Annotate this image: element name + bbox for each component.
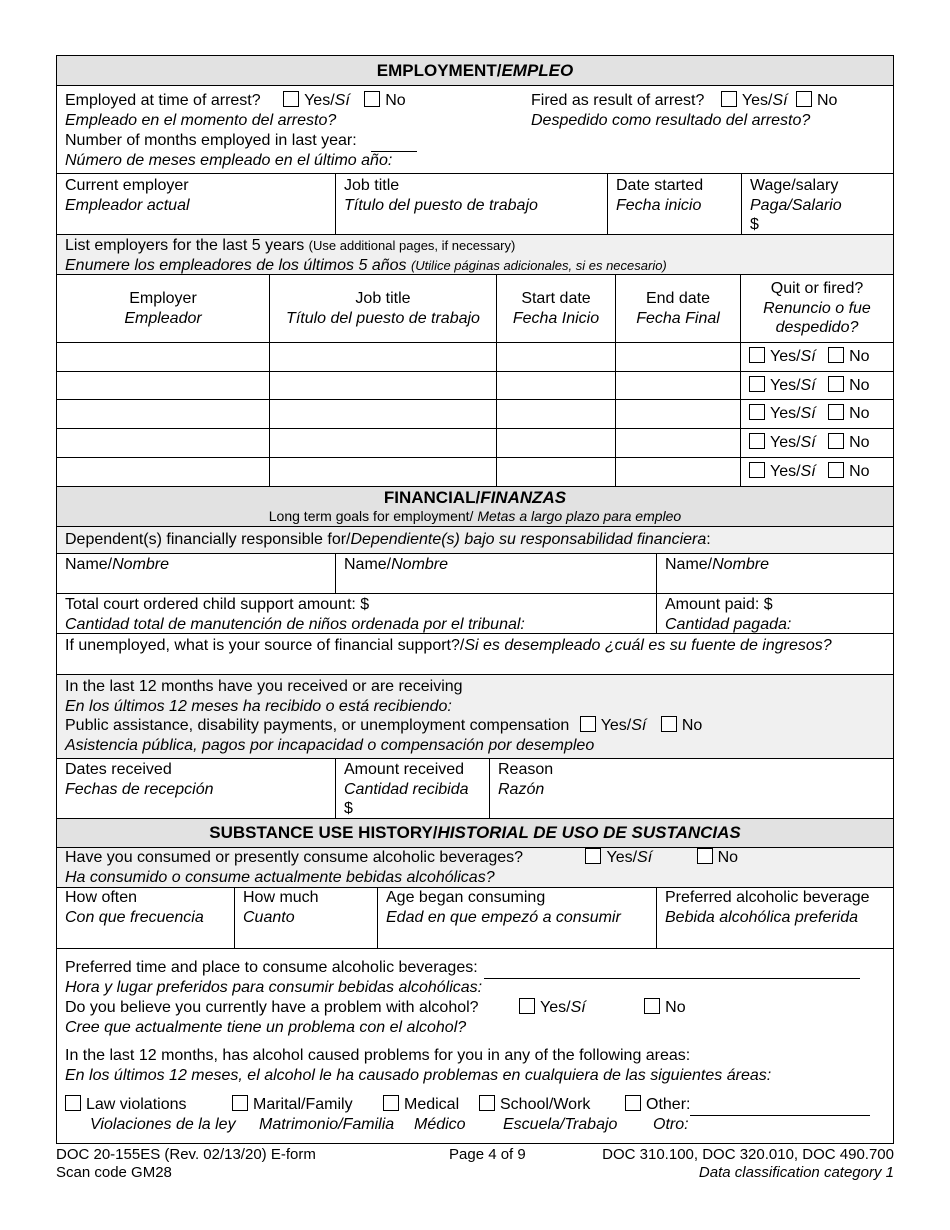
public-assistance-yes-checkbox[interactable] bbox=[580, 716, 596, 732]
amount-received-field[interactable]: Amount received Cantidad recibida $ bbox=[336, 759, 490, 818]
employment-status-block bbox=[57, 86, 893, 174]
fired-no-checkbox[interactable] bbox=[796, 91, 812, 107]
employer-row bbox=[57, 429, 893, 458]
quit-fired-cell: Yes/Sí No bbox=[741, 458, 893, 486]
quit-yes-checkbox[interactable] bbox=[749, 376, 765, 392]
form-number: DOC 20-155ES (Rev. 02/13/20) E-form bbox=[56, 1146, 316, 1163]
dependents-label: Dependent(s) financially responsible for/Dependiente(s) bajo su responsabilidad financiera: bbox=[57, 527, 893, 554]
end-date-cell[interactable] bbox=[616, 372, 741, 399]
job-title-cell[interactable] bbox=[270, 343, 497, 371]
alcohol-problem-question-es: Cree que actualmente tiene un problema con el alcohol? bbox=[65, 1019, 467, 1036]
preferred-time-place-question: Preferred time and place to consume alcoholic beverages: bbox=[65, 958, 860, 979]
quit-fired-cell: Yes/Sí No bbox=[741, 400, 893, 428]
col-start-date: Start date Fecha Inicio bbox=[497, 275, 616, 342]
long-term-goals-label: Long term goals for employment/ Metas a largo plazo para empleo bbox=[268, 507, 682, 524]
financial-support-source-field[interactable]: If unemployed, what is your source of financial support?/Si es desempleado ¿cuál es su fuente de ingresos? bbox=[57, 634, 893, 675]
quit-yes-checkbox[interactable] bbox=[749, 404, 765, 420]
start-date-cell[interactable] bbox=[497, 343, 616, 371]
scan-code: Scan code GM28 bbox=[56, 1164, 172, 1181]
quit-no-checkbox[interactable] bbox=[828, 462, 844, 478]
employed-no-checkbox[interactable] bbox=[364, 91, 380, 107]
dependent-name-field[interactable]: Name/Nombre bbox=[57, 554, 336, 593]
alcohol-yes-checkbox[interactable] bbox=[585, 848, 601, 864]
alcohol-usage-row bbox=[57, 888, 893, 949]
dates-received-field[interactable]: Dates received Fechas de recepción bbox=[57, 759, 336, 818]
amount-paid-field[interactable]: Amount paid: $ Cantidad pagada: bbox=[665, 596, 792, 633]
job-title-cell[interactable] bbox=[270, 372, 497, 399]
alcohol-no-checkbox[interactable] bbox=[697, 848, 713, 864]
end-date-cell[interactable] bbox=[616, 458, 741, 486]
quit-yes-checkbox[interactable] bbox=[749, 347, 765, 363]
footer-right bbox=[602, 1146, 894, 1182]
employer-cell[interactable] bbox=[57, 343, 270, 371]
area-school-work: School/Work bbox=[479, 1095, 590, 1115]
quit-fired-cell: Yes/Sí No bbox=[741, 372, 893, 399]
job-title-cell[interactable] bbox=[270, 400, 497, 428]
how-often-field[interactable]: How often Con que frecuencia bbox=[57, 888, 235, 948]
area-medical-es: Médico bbox=[414, 1116, 466, 1133]
problem-areas-question: In the last 12 months, has alcohol caused problems for you in any of the following areas: bbox=[65, 1047, 691, 1064]
col-job-title: Job title Título del puesto de trabajo bbox=[270, 275, 497, 342]
quit-no-checkbox[interactable] bbox=[828, 404, 844, 420]
other-checkbox[interactable] bbox=[625, 1095, 641, 1111]
col-employer: Employer Empleador bbox=[57, 275, 270, 342]
dependent-name-field[interactable]: Name/Nombre bbox=[336, 554, 657, 593]
alcohol-problem-no-checkbox[interactable] bbox=[644, 998, 660, 1014]
dependent-name-field[interactable]: Name/Nombre bbox=[665, 556, 770, 573]
employers-list-instructions: List employers for the last 5 years (Use additional pages, if necessary) Enumere los empleadores de los últimos 5 años (Utilice páginas adicionales, si es necesario) bbox=[57, 235, 893, 275]
start-date-cell[interactable] bbox=[497, 458, 616, 486]
current-job-title-field[interactable]: Job title Título del puesto de trabajo bbox=[336, 174, 608, 234]
employer-cell[interactable] bbox=[57, 400, 270, 428]
col-end-date: End date Fecha Final bbox=[616, 275, 741, 342]
area-other-es: Otro: bbox=[653, 1116, 689, 1133]
employer-row bbox=[57, 372, 893, 400]
fired-yes-checkbox[interactable] bbox=[721, 91, 737, 107]
area-other: Other: bbox=[625, 1095, 870, 1116]
employer-row bbox=[57, 400, 893, 429]
employed-question-es: Empleado en el momento del arresto? bbox=[65, 112, 337, 129]
start-date-cell[interactable] bbox=[497, 372, 616, 399]
marital-family-checkbox[interactable] bbox=[232, 1095, 248, 1111]
employer-cell[interactable] bbox=[57, 458, 270, 486]
start-date-cell[interactable] bbox=[497, 400, 616, 428]
start-date-cell[interactable] bbox=[497, 429, 616, 457]
months-employed-question: Number of months employed in last year: bbox=[65, 131, 417, 152]
law-violations-checkbox[interactable] bbox=[65, 1095, 81, 1111]
preferred-time-place-es: Hora y lugar preferidos para consumir bebidas alcohólicas: bbox=[65, 979, 483, 996]
area-marital-family-es: Matrimonio/Familia bbox=[259, 1116, 395, 1133]
alcohol-problem-question: Do you believe you currently have a problem with alcohol? Yes/Sí No bbox=[65, 999, 686, 1016]
area-marital-family: Marital/Family bbox=[232, 1095, 353, 1115]
employer-row bbox=[57, 458, 893, 487]
footer-left bbox=[56, 1146, 316, 1182]
employers-table-header bbox=[57, 275, 893, 343]
how-much-field[interactable]: How much Cuanto bbox=[235, 888, 378, 948]
employer-cell[interactable] bbox=[57, 429, 270, 457]
alcohol-problem-yes-checkbox[interactable] bbox=[519, 998, 535, 1014]
quit-yes-checkbox[interactable] bbox=[749, 462, 765, 478]
substance-section-header: SUBSTANCE USE HISTORY/HISTORIAL DE USO DE SUSTANCIAS bbox=[57, 819, 893, 848]
page-number: Page 4 of 9 bbox=[449, 1146, 526, 1163]
wage-salary-field[interactable]: Wage/salary Paga/Salario $ bbox=[750, 177, 842, 233]
current-employer-row bbox=[57, 174, 893, 235]
alcohol-problems-block bbox=[57, 949, 893, 1143]
col-quit-fired: Quit or fired? Renuncio o fue despedido? bbox=[763, 280, 871, 336]
child-support-amount-field[interactable]: Total court ordered child support amount: $ Cantidad total de manutención de niños ordenada por el tribunal: bbox=[57, 594, 657, 633]
dependents-names-row bbox=[57, 554, 893, 594]
employment-section-header: EMPLOYMENT/EMPLEO bbox=[57, 56, 893, 86]
problem-areas-question-es: En los últimos 12 meses, el alcohol le ha causado problemas en cualquiera de las siguientes áreas: bbox=[65, 1067, 772, 1084]
area-law-violations-es: Violaciones de la ley bbox=[90, 1116, 236, 1133]
quit-no-checkbox[interactable] bbox=[828, 433, 844, 449]
fired-question-es: Despedido como resultado del arresto? bbox=[531, 112, 811, 129]
quit-fired-cell: Yes/Sí No bbox=[741, 343, 893, 371]
employed-question: Employed at time of arrest? Yes/Sí No bbox=[65, 92, 406, 109]
data-classification: Data classification category 1 bbox=[698, 1164, 894, 1181]
employed-yes-checkbox[interactable] bbox=[283, 91, 299, 107]
financial-section-header: FINANCIAL/FINANZAS Long term goals for employment/ Metas a largo plazo para empleo bbox=[57, 487, 893, 527]
months-employed-question-es: Número de meses empleado en el último año: bbox=[65, 152, 393, 169]
age-began-field[interactable]: Age began consuming Edad en que empezó a consumir bbox=[378, 888, 657, 948]
quit-yes-checkbox[interactable] bbox=[749, 433, 765, 449]
job-title-cell[interactable] bbox=[270, 429, 497, 457]
alcohol-consumption-question: Have you consumed or presently consume alcoholic beverages? Yes/Sí No Ha consumido o consume actualmente bebidas alcohólicas? bbox=[57, 848, 893, 888]
months-employed-field[interactable] bbox=[371, 131, 417, 152]
employer-row bbox=[57, 343, 893, 372]
quit-no-checkbox[interactable] bbox=[828, 347, 844, 363]
doc-references: DOC 310.100, DOC 320.010, DOC 490.700 bbox=[602, 1146, 894, 1163]
preferred-time-place-field[interactable] bbox=[484, 958, 860, 979]
quit-fired-cell: Yes/Sí No bbox=[741, 429, 893, 457]
end-date-cell[interactable] bbox=[616, 343, 741, 371]
job-title-cell[interactable] bbox=[270, 458, 497, 486]
quit-no-checkbox[interactable] bbox=[828, 376, 844, 392]
fired-question: Fired as result of arrest? Yes/Sí No bbox=[531, 92, 838, 109]
employer-cell[interactable] bbox=[57, 372, 270, 399]
other-field[interactable] bbox=[690, 1095, 870, 1116]
assistance-details-row bbox=[57, 759, 893, 819]
medical-checkbox[interactable] bbox=[383, 1095, 399, 1111]
area-school-work-es: Escuela/Trabajo bbox=[503, 1116, 618, 1133]
reason-field[interactable]: Reason Razón bbox=[498, 761, 554, 798]
preferred-beverage-field[interactable]: Preferred alcoholic beverage Bebida alcohólica preferida bbox=[665, 889, 870, 926]
end-date-cell[interactable] bbox=[616, 429, 741, 457]
area-medical: Medical bbox=[383, 1095, 459, 1115]
school-work-checkbox[interactable] bbox=[479, 1095, 495, 1111]
date-started-field[interactable]: Date started Fecha inicio bbox=[608, 174, 742, 234]
public-assistance-no-checkbox[interactable] bbox=[661, 716, 677, 732]
area-law-violations: Law violations bbox=[65, 1095, 187, 1115]
end-date-cell[interactable] bbox=[616, 400, 741, 428]
public-assistance-block: In the last 12 months have you received or are receiving En los últimos 12 meses ha recibido o está recibiendo: Public assistance, disability payments, or unemployment compensation Yes/Sí No Asistencia pública, pagos por incapacidad o compensación por desempleo bbox=[57, 675, 893, 759]
current-employer-field[interactable]: Current employer Empleador actual bbox=[57, 174, 336, 234]
child-support-row bbox=[57, 594, 893, 634]
form-page bbox=[56, 55, 894, 1144]
